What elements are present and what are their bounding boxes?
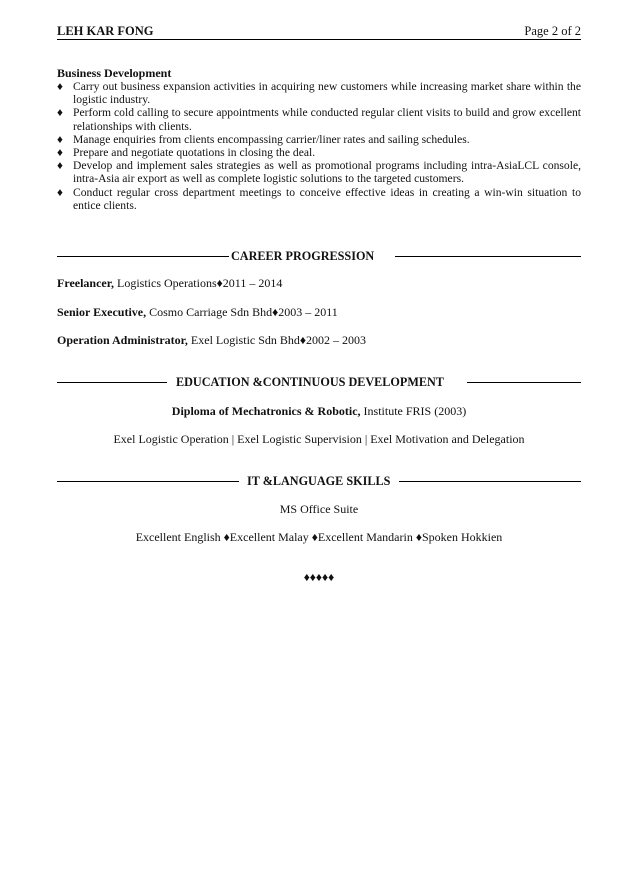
divider-rule: [399, 481, 581, 482]
trainings-line: Exel Logistic Operation | Exel Logistic Supervision | Exel Motivation and Delegation: [113, 432, 525, 446]
divider-rule: [395, 256, 581, 257]
footer-ornament: ♦♦♦♦♦: [303, 570, 335, 584]
skills-divider: [57, 474, 581, 488]
diamond-bullet-icon: ♦: [57, 159, 63, 173]
duty-item: ♦ Prepare and negotiate quotations in closing the deal.: [57, 146, 316, 160]
diamond-bullet-icon: ♦: [57, 80, 63, 93]
divider-rule: [467, 382, 581, 383]
education-divider: [57, 375, 581, 389]
business-development-heading: Business Development: [57, 66, 172, 80]
duty-item: ♦ Carry out business expansion activities in acquiring new customers while increasing market share within the logistic industry.: [57, 80, 581, 107]
language-skills-line: Excellent English ♦Excellent Malay ♦Excellent Mandarin ♦Spoken Hokkien: [135, 530, 503, 544]
business-development-list: [57, 80, 581, 212]
diamond-bullet-icon: ♦: [57, 185, 63, 199]
career-progression-divider: [57, 249, 581, 263]
duty-item: ♦ Perform cold calling to secure appointments while conducted regular client visits to build and grow excellent relationships with clients.: [57, 106, 581, 133]
divider-rule: [57, 382, 167, 383]
skills-heading: IT &LANGUAGE SKILLS: [247, 474, 391, 488]
divider-rule: [57, 481, 239, 482]
duty-item: ♦ Manage enquiries from clients encompassing carrier/liner rates and sailing schedules.: [57, 132, 470, 146]
page-number: Page 2 of 2: [524, 24, 581, 38]
duty-item: ♦ Conduct regular cross department meetings to conceive effective ideas in creating a win-win situation to entice clients.: [57, 185, 581, 212]
divider-rule: [57, 256, 229, 257]
page-header: [57, 24, 581, 40]
diamond-bullet-icon: ♦: [57, 106, 63, 120]
career-entry: Freelancer, Logistics Operations♦2011 – 2014: [57, 276, 283, 290]
career-progression-heading: CAREER PROGRESSION: [231, 249, 375, 263]
diploma-line: Diploma of Mechatronics & Robotic, Institute FRIS (2003): [171, 404, 467, 418]
candidate-name: LEH KAR FONG: [57, 24, 154, 38]
career-entry: Operation Administrator, Exel Logistic Sdn Bhd♦2002 – 2003: [57, 333, 367, 347]
diamond-bullet-icon: ♦: [57, 146, 63, 160]
duty-item: ♦ Develop and implement sales strategies as well as promotional programs including intra-AsiaLCL console, intra-Asia air export as well as complete logistic solutions to the targeted customers.: [57, 159, 581, 186]
diamond-bullet-icon: ♦: [57, 132, 63, 146]
career-entry: Senior Executive, Cosmo Carriage Sdn Bhd♦2003 – 2011: [57, 305, 338, 319]
it-skills-line: MS Office Suite: [279, 502, 359, 516]
education-heading: EDUCATION &CONTINUOUS DEVELOPMENT: [176, 375, 444, 389]
